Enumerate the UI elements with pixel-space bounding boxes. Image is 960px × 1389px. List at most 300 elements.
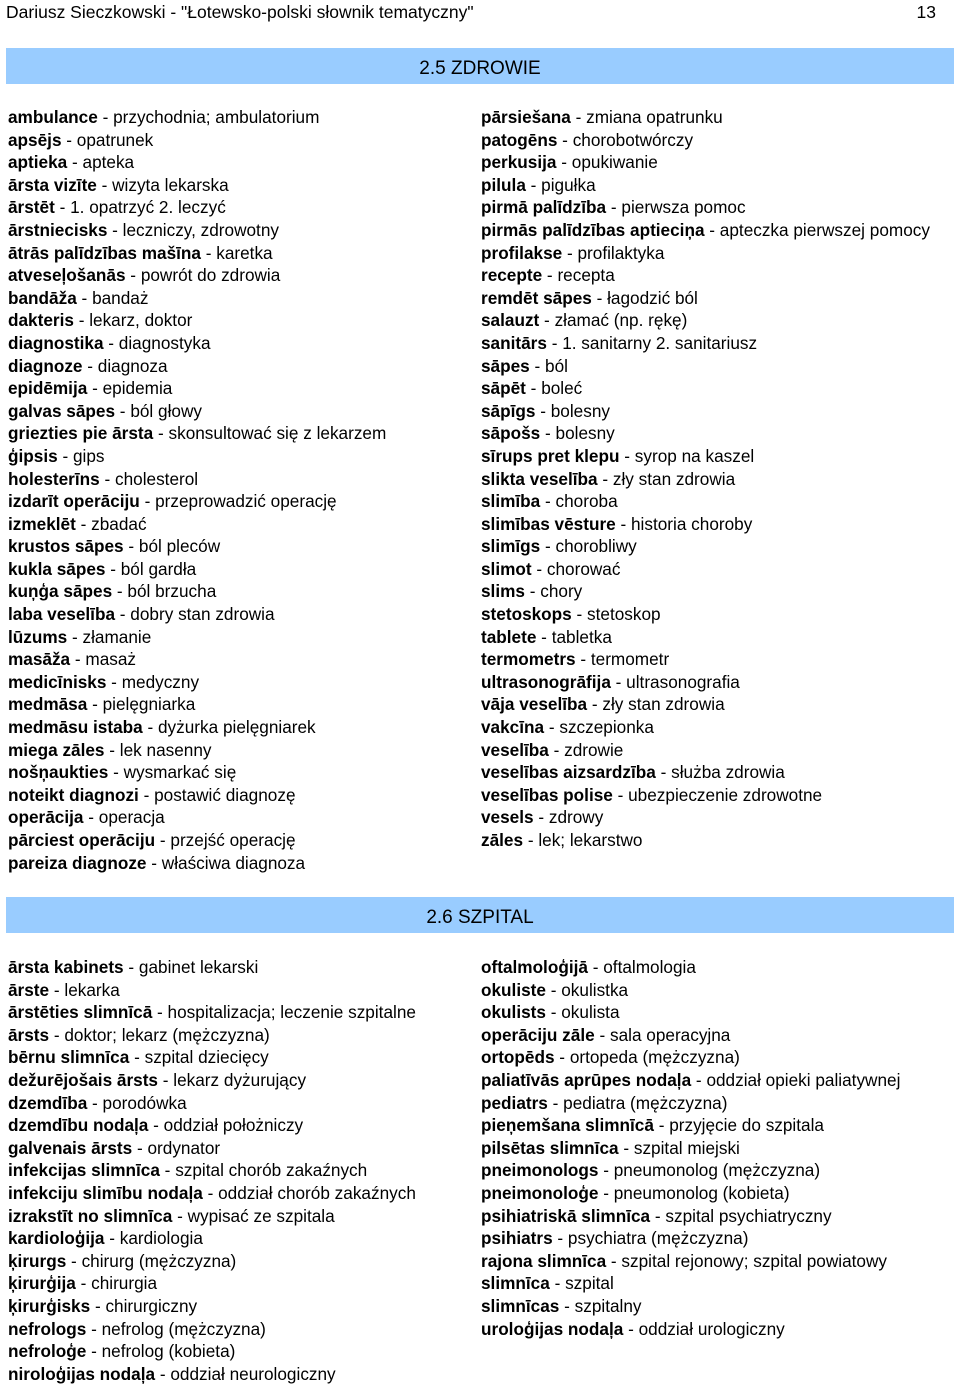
section-heading-zdrowie: 2.5 ZDROWIE <box>6 48 954 84</box>
entry-definition: zdrowy <box>548 807 604 828</box>
entry-definition: opukiwanie <box>571 152 658 173</box>
dictionary-entry: izrakstīt no slimnīca - wypisać ze szpitala <box>8 1205 335 1226</box>
entry-definition: pediatra (mężczyzna) <box>563 1092 728 1113</box>
entry-definition: okulistka <box>561 979 629 1000</box>
dictionary-entry: pneimonoloģe - pneumonolog (kobieta) <box>481 1182 790 1203</box>
entry-definition: operacja <box>98 807 165 828</box>
dictionary-entry: tablete - tabletka <box>481 626 612 647</box>
entry-term: medmāsa <box>8 694 88 715</box>
dictionary-entry: slimības vēsture - historia choroby <box>481 513 753 534</box>
entry-term: uroloģijas nodaļa <box>481 1318 624 1339</box>
dictionary-entry: pieņemšana slimnīcā - przyjęcie do szpitala <box>481 1115 824 1136</box>
dictionary-entry: sanitārs - 1. sanitarny 2. sanitariusz <box>481 332 758 353</box>
entry-term: veselības polise <box>481 784 613 805</box>
entry-definition: epidemia <box>102 378 173 399</box>
dictionary-entry: ārsta kabinets - gabinet lekarski <box>8 957 259 977</box>
entry-term: izmeklēt <box>8 513 76 534</box>
dictionary-entry: ātrās palīdzības mašīna - karetka <box>8 242 273 263</box>
dictionary-entry: ultrasonogrāfija - ultrasonografia <box>481 671 740 692</box>
entry-definition: hospitalizacja; leczenie szpitalne <box>167 1002 416 1023</box>
entry-definition: szpital dziecięcy <box>144 1047 269 1068</box>
entry-term: aptieka <box>8 152 68 173</box>
dictionary-entry: galvenais ārsts - ordynator <box>8 1137 221 1158</box>
entry-term: lūzums <box>8 626 68 647</box>
entry-term: ārsta vizīte <box>8 174 97 195</box>
dictionary-entry: aptieka - apteka <box>8 152 135 173</box>
entry-definition: złamać (np. rękę) <box>554 310 688 331</box>
entry-definition: oddział opieki paliatywnej <box>706 1069 901 1090</box>
entry-term: nošņaukties <box>8 762 109 783</box>
dictionary-entry: miega zāles - lek nasenny <box>8 739 212 760</box>
entry-definition: lekarka <box>64 979 120 1000</box>
entry-term: kardioloģija <box>8 1228 105 1249</box>
entry-definition: okulista <box>561 1002 620 1023</box>
entry-definition: zmiana opatrunku <box>586 107 723 127</box>
entry-term: psihiatriskā slimnīca <box>481 1205 651 1226</box>
dictionary-entry: slimīgs - chorobliwy <box>481 536 637 557</box>
dictionary-entry: pirmā palīdzība - pierwsza pomoc <box>481 197 746 218</box>
dictionary-entry: ārstēties slimnīcā - hospitalizacja; leczenie szpitalne <box>8 1002 416 1023</box>
entry-term: profilakse <box>481 242 563 263</box>
entry-definition: bolesny <box>550 400 610 421</box>
entry-term: psihiatrs <box>481 1228 553 1249</box>
dictionary-entry: niroloģijas nodaļa - oddział neurologiczny <box>8 1363 336 1384</box>
entry-definition: chirurgiczny <box>105 1295 198 1316</box>
entry-definition: ortopeda (mężczyzna) <box>569 1047 740 1068</box>
entry-definition: nefrolog (kobieta) <box>101 1341 236 1362</box>
entry-term: ķirurgs <box>8 1250 67 1271</box>
entry-term: vesels <box>481 807 534 828</box>
page-number: 13 <box>916 2 936 22</box>
entry-definition: ból brzucha <box>127 581 217 602</box>
entry-term: masāža <box>8 649 71 670</box>
entry-term: pārsiešana <box>481 107 571 127</box>
entry-term: ārste <box>8 979 50 1000</box>
entry-definition: ból pleców <box>138 536 221 557</box>
entry-definition: przychodnia; ambulatorium <box>113 107 320 127</box>
dictionary-entry: ārsts - doktor; lekarz (mężczyzna) <box>8 1024 270 1045</box>
dictionary-entry: ķirurgs - chirurg (mężczyzna) <box>8 1250 237 1271</box>
entry-definition: cholesterol <box>114 468 199 489</box>
entry-term: laba veselība <box>8 604 116 625</box>
entry-definition: chory <box>540 581 583 602</box>
dictionary-entry: lūzums - złamanie <box>8 626 152 647</box>
dictionary-entry: dežurējošais ārsts - lekarz dyżurujący <box>8 1069 307 1090</box>
entry-definition: postawić diagnozę <box>154 784 296 805</box>
dictionary-entry: pārciest operāciju - przejść operację <box>8 830 296 850</box>
entry-definition: szpital miejski <box>633 1137 740 1158</box>
dictionary-entry: okulists - okulista <box>481 1002 620 1023</box>
entry-definition: dobry stan zdrowia <box>130 604 275 625</box>
entry-term: sāpošs <box>481 423 541 444</box>
entry-term: infekciju slimību nodaļa <box>8 1182 203 1203</box>
entry-definition: służba zdrowia <box>671 762 785 783</box>
entry-definition: ból głowy <box>130 400 202 421</box>
entry-term: apsējs <box>8 129 62 150</box>
dictionary-entry: slimnīcas - szpitalny <box>481 1295 642 1316</box>
dictionary-entry: paliatīvās aprūpes nodaļa - oddział opieki paliatywnej <box>481 1069 901 1090</box>
entry-definition: medyczny <box>121 671 200 692</box>
dictionary-entry: oftalmoloģijā - oftalmologia <box>481 957 696 977</box>
entry-definition: pigułka <box>541 174 596 195</box>
entry-definition: szpital <box>565 1273 614 1294</box>
entry-definition: bolesny <box>555 423 615 444</box>
dictionary-entry: dzemdība - porodówka <box>8 1092 187 1113</box>
entry-definition: chorować <box>546 558 621 579</box>
dictionary-entry: ārste - lekarka <box>8 979 120 1000</box>
dictionary-entry: pneimonologs - pneumonolog (mężczyzna) <box>481 1160 821 1181</box>
dictionary-entry: izdarīt operāciju - przeprowadzić operację <box>8 491 337 512</box>
entry-term: atveseļošanās <box>8 265 126 286</box>
dictionary-entry: rajona slimnīca - szpital rejonowy; szpital powiatowy <box>481 1250 887 1271</box>
dictionary-entry: pilula - pigułka <box>481 174 596 195</box>
entry-term: krustos sāpes <box>8 536 124 557</box>
entry-definition: kardiologia <box>119 1228 203 1249</box>
dictionary-entry: pārsiešana - zmiana opatrunku <box>481 107 723 127</box>
entry-term: salauzt <box>481 310 540 331</box>
dictionary-entry: veselības polise - ubezpieczenie zdrowotne <box>481 784 823 805</box>
entry-definition: porodówka <box>102 1092 187 1113</box>
dictionary-entry: veselība - zdrowie <box>481 739 624 760</box>
entry-definition: choroba <box>555 491 618 512</box>
entry-definition: łagodzić ból <box>607 287 698 308</box>
entry-definition: szpitalny <box>574 1295 642 1316</box>
entry-term: sāpēt <box>481 378 526 399</box>
entry-term: medmāsu istaba <box>8 717 143 738</box>
dictionary-entry: diagnoze - diagnoza <box>8 355 168 376</box>
dictionary-entry: termometrs - termometr <box>481 649 670 670</box>
entry-definition: opatrunek <box>76 129 154 150</box>
dictionary-entry: salauzt - złamać (np. rękę) <box>481 310 688 331</box>
dictionary-entry: infekciju slimību nodaļa - oddział chorób zakaźnych <box>8 1182 416 1203</box>
dictionary-entry: okuliste - okulistka <box>481 979 629 1000</box>
entry-term: veselība <box>481 739 549 760</box>
entry-definition: przyjęcie do szpitala <box>669 1115 824 1136</box>
entry-definition: ból gardła <box>120 558 197 579</box>
page-header <box>0 0 960 28</box>
dictionary-entry: medmāsu istaba - dyżurka pielęgniarek <box>8 717 316 738</box>
dictionary-entry: slimība - choroba <box>481 491 618 512</box>
dictionary-entry: slikta veselība - zły stan zdrowia <box>481 468 736 489</box>
entry-term: slimnīcas <box>481 1295 560 1316</box>
entry-definition: oddział urologiczny <box>638 1318 785 1339</box>
entry-term: nefroloģe <box>8 1341 87 1362</box>
dictionary-entry: zāles - lek; lekarstwo <box>481 830 643 850</box>
entry-term: miega zāles <box>8 739 105 760</box>
entry-definition: dyżurka pielęgniarek <box>157 717 316 738</box>
dictionary-entry: epidēmija - epidemia <box>8 378 173 399</box>
entry-term: ārstniecisks <box>8 219 108 240</box>
entry-definition: pielęgniarka <box>102 694 196 715</box>
entry-term: ģipsis <box>8 445 58 466</box>
entry-term: izdarīt operāciju <box>8 491 140 512</box>
entry-term: dzemdību nodaļa <box>8 1115 149 1136</box>
entry-definition: recepta <box>557 265 615 286</box>
section-zdrowie-right-column <box>481 106 951 852</box>
dictionary-entry: nefrologs - nefrolog (mężczyzna) <box>8 1318 266 1339</box>
entry-definition: pneumonolog (kobieta) <box>613 1182 790 1203</box>
entry-term: termometrs <box>481 649 576 670</box>
dictionary-entry: psihiatriskā slimnīca - szpital psychiatryczny <box>481 1205 832 1226</box>
dictionary-entry: medicīnisks - medyczny <box>8 671 200 692</box>
entry-definition: powrót do zdrowia <box>140 265 281 286</box>
dictionary-entry: stetoskops - stetoskop <box>481 604 661 625</box>
dictionary-entry: ortopēds - ortopeda (mężczyzna) <box>481 1047 740 1068</box>
entry-definition: sala operacyjna <box>609 1024 731 1045</box>
entry-definition: psychiatra (mężczyzna) <box>567 1228 749 1249</box>
dictionary-entry: laba veselība - dobry stan zdrowia <box>8 604 275 625</box>
entry-definition: wypisać ze szpitala <box>187 1205 335 1226</box>
entry-term: ķirurģisks <box>8 1295 91 1316</box>
entry-definition: ból <box>545 355 568 376</box>
document-title: Dariusz Sieczkowski - "Łotewsko-polski słownik tematyczny" <box>6 2 474 22</box>
entry-definition: 1. opatrzyć 2. leczyć <box>70 197 226 218</box>
entry-definition: chorobliwy <box>555 536 637 557</box>
entry-term: holesterīns <box>8 468 100 489</box>
entry-definition: wizyta lekarska <box>112 174 229 195</box>
entry-term: oftalmoloģijā <box>481 957 588 977</box>
entry-term: infekcijas slimnīca <box>8 1160 160 1181</box>
entry-term: okulists <box>481 1002 546 1023</box>
entry-term: operācija <box>8 807 84 828</box>
entry-term: pneimonologs <box>481 1160 599 1181</box>
entry-term: tablete <box>481 626 537 647</box>
entry-term: pieņemšana slimnīcā <box>481 1115 654 1136</box>
dictionary-entry: kuņģa sāpes - ból brzucha <box>8 581 217 602</box>
dictionary-entry: ķirurģisks - chirurgiczny <box>8 1295 198 1316</box>
entry-term: ortopēds <box>481 1047 555 1068</box>
dictionary-entry: profilakse - profilaktyka <box>481 242 665 263</box>
entry-definition: lek nasenny <box>119 739 212 760</box>
entry-term: ārstēt <box>8 197 55 218</box>
dictionary-entry: sāpes - ból <box>481 355 568 376</box>
entry-definition: diagnoza <box>97 355 168 376</box>
dictionary-entry: vāja veselība - zły stan zdrowia <box>481 694 725 715</box>
entry-definition: termometr <box>590 649 670 670</box>
entry-definition: tabletka <box>551 626 612 647</box>
dictionary-entry: pediatrs - pediatra (mężczyzna) <box>481 1092 728 1113</box>
entry-definition: oftalmologia <box>603 957 696 977</box>
dictionary-entry: sāpēt - boleć <box>481 378 583 399</box>
entry-definition: stetoskop <box>587 604 661 625</box>
dictionary-entry: krustos sāpes - ból pleców <box>8 536 221 557</box>
entry-definition: ordynator <box>147 1137 221 1158</box>
dictionary-entry: kardioloģija - kardiologia <box>8 1228 203 1249</box>
entry-term: noteikt diagnozi <box>8 784 139 805</box>
entry-term: griezties pie ārsta <box>8 423 154 444</box>
entry-term: diagnostika <box>8 332 104 353</box>
entry-term: kuņģa sāpes <box>8 581 113 602</box>
dictionary-entry: patogēns - chorobotwórczy <box>481 129 694 150</box>
entry-term: galvas sāpes <box>8 400 116 421</box>
entry-definition: pierwsza pomoc <box>621 197 746 218</box>
entry-term: pilula <box>481 174 526 195</box>
entry-definition: karetka <box>216 242 273 263</box>
entry-definition: skonsultować się z lekarzem <box>168 423 387 444</box>
entry-term: dzemdība <box>8 1092 88 1113</box>
entry-term: pirmās palīdzības aptieciņa <box>481 219 705 240</box>
entry-term: stetoskops <box>481 604 572 625</box>
dictionary-entry: kukla sāpes - ból gardła <box>8 558 197 579</box>
entry-definition: ultrasonografia <box>626 671 740 692</box>
dictionary-entry: ārstniecisks - leczniczy, zdrowotny <box>8 219 279 240</box>
entry-term: ārstēties slimnīcā <box>8 1002 153 1023</box>
dictionary-entry: griezties pie ārsta - skonsultować się z lekarzem <box>8 423 387 444</box>
entry-definition: zbadać <box>91 513 147 534</box>
entry-definition: nefrolog (mężczyzna) <box>101 1318 266 1339</box>
section-szpital-right-column <box>481 956 951 1340</box>
dictionary-entry: operāciju zāle - sala operacyjna <box>481 1024 731 1045</box>
entry-definition: szpital rejonowy; szpital powiatowy <box>621 1250 887 1271</box>
dictionary-entry: psihiatrs - psychiatra (mężczyzna) <box>481 1228 749 1249</box>
entry-term: slims <box>481 581 525 602</box>
dictionary-entry: slimnīca - szpital <box>481 1273 614 1294</box>
entry-term: zāles <box>481 830 524 850</box>
dictionary-entry: ķirurģija - chirurgia <box>8 1273 158 1294</box>
dictionary-entry: ārsta vizīte - wizyta lekarska <box>8 174 229 195</box>
entry-definition: przeprowadzić operację <box>155 491 337 512</box>
entry-definition: syrop na kaszel <box>634 445 755 466</box>
entry-definition: gabinet lekarski <box>138 957 259 977</box>
entry-term: pilsētas slimnīca <box>481 1137 619 1158</box>
entry-term: bandāža <box>8 287 77 308</box>
dictionary-entry: recepte - recepta <box>481 265 615 286</box>
dictionary-entry: uroloģijas nodaļa - oddział urologiczny <box>481 1318 785 1339</box>
entry-definition: diagnostyka <box>118 332 211 353</box>
entry-term: sīrups pret klepu <box>481 445 620 466</box>
entry-term: ārsta kabinets <box>8 957 124 977</box>
dictionary-entry: pareiza diagnoze - właściwa diagnoza <box>8 852 306 873</box>
entry-term: kukla sāpes <box>8 558 106 579</box>
section-zdrowie-left-column <box>8 106 386 874</box>
dictionary-entry: pirmās palīdzības aptieciņa - apteczka pierwszej pomocy <box>481 219 930 240</box>
entry-term: pediatrs <box>481 1092 548 1113</box>
entry-term: slimīgs <box>481 536 541 557</box>
dictionary-entry: nošņaukties - wysmarkać się <box>8 762 237 783</box>
entry-term: dežurējošais ārsts <box>8 1069 158 1090</box>
dictionary-entry: dakteris - lekarz, doktor <box>8 310 193 331</box>
entry-term: sāpes <box>481 355 530 376</box>
entry-term: galvenais ārsts <box>8 1137 133 1158</box>
entry-term: ārsts <box>8 1024 50 1045</box>
entry-definition: chirurg (mężczyzna) <box>81 1250 237 1271</box>
dictionary-entry: masāža - masaż <box>8 649 137 670</box>
dictionary-entry: perkusija - opukiwanie <box>481 152 658 173</box>
dictionary-entry: galvas sāpes - ból głowy <box>8 400 202 421</box>
entry-term: pareiza diagnoze <box>8 852 147 873</box>
entry-term: sāpīgs <box>481 400 536 421</box>
dictionary-entry: ģipsis - gips <box>8 445 105 466</box>
entry-definition: szpital chorób zakaźnych <box>175 1160 368 1181</box>
entry-definition: zdrowie <box>564 739 624 760</box>
dictionary-entry: sīrups pret klepu - syrop na kaszel <box>481 445 755 466</box>
entry-term: epidēmija <box>8 378 88 399</box>
dictionary-entry: operācija - operacja <box>8 807 165 828</box>
dictionary-entry: atveseļošanās - powrót do zdrowia <box>8 265 281 286</box>
entry-term: slimība <box>481 491 541 512</box>
entry-definition: oddział położniczy <box>163 1115 304 1136</box>
entry-term: dakteris <box>8 310 74 331</box>
entry-definition: historia choroby <box>631 513 753 534</box>
entry-term: slimot <box>481 558 532 579</box>
entry-term: recepte <box>481 265 543 286</box>
entry-definition: zły stan zdrowia <box>612 468 736 489</box>
entry-definition: ubezpieczenie zdrowotne <box>628 784 823 805</box>
entry-definition: wysmarkać się <box>123 762 237 783</box>
entry-term: patogēns <box>481 129 558 150</box>
dictionary-entry: bērnu slimnīca - szpital dziecięcy <box>8 1047 269 1068</box>
entry-definition: złamanie <box>82 626 152 647</box>
entry-term: diagnoze <box>8 355 83 376</box>
dictionary-entry: ambulance - przychodnia; ambulatorium <box>8 107 320 127</box>
entry-term: operāciju zāle <box>481 1024 595 1045</box>
entry-term: ķirurģija <box>8 1273 76 1294</box>
entry-definition: chirurgia <box>91 1273 158 1294</box>
entry-term: ultrasonogrāfija <box>481 671 611 692</box>
dictionary-entry: slimot - chorować <box>481 558 621 579</box>
entry-term: nefrologs <box>8 1318 87 1339</box>
entry-definition: doktor; lekarz (mężczyzna) <box>64 1024 270 1045</box>
dictionary-entry: veselības aizsardzība - służba zdrowia <box>481 762 785 783</box>
dictionary-entry: izmeklēt - zbadać <box>8 513 147 534</box>
entry-term: perkusija <box>481 152 557 173</box>
section-heading-szpital: 2.6 SZPITAL <box>6 897 954 933</box>
dictionary-entry: ārstēt - 1. opatrzyć 2. leczyć <box>8 197 226 218</box>
entry-term: slimības vēsture <box>481 513 616 534</box>
entry-definition: bandaż <box>92 287 149 308</box>
entry-term: pārciest operāciju <box>8 830 156 850</box>
entry-definition: przejść operację <box>170 830 296 850</box>
entry-definition: oddział chorób zakaźnych <box>218 1182 416 1203</box>
entry-definition: apteka <box>82 152 135 173</box>
entry-definition: oddział neurologiczny <box>170 1363 336 1384</box>
entry-term: pirmā palīdzība <box>481 197 607 218</box>
entry-term: remdēt sāpes <box>481 287 592 308</box>
entry-definition: 1. sanitarny 2. sanitariusz <box>562 332 758 353</box>
dictionary-entry: medmāsa - pielęgniarka <box>8 694 196 715</box>
entry-term: paliatīvās aprūpes nodaļa <box>481 1069 692 1090</box>
dictionary-entry: infekcijas slimnīca - szpital chorób zakaźnych <box>8 1160 368 1181</box>
entry-term: ātrās palīdzības mašīna <box>8 242 201 263</box>
entry-term: slimnīca <box>481 1273 550 1294</box>
entry-term: veselības aizsardzība <box>481 762 656 783</box>
dictionary-entry: diagnostika - diagnostyka <box>8 332 211 353</box>
dictionary-entry: remdēt sāpes - łagodzić ból <box>481 287 698 308</box>
entry-definition: gips <box>72 445 105 466</box>
dictionary-entry: pilsētas slimnīca - szpital miejski <box>481 1137 740 1158</box>
dictionary-entry: nefroloģe - nefrolog (kobieta) <box>8 1341 236 1362</box>
dictionary-entry: vakcīna - szczepionka <box>481 717 654 738</box>
entry-definition: boleć <box>541 378 583 399</box>
entry-definition: szpital psychiatryczny <box>665 1205 832 1226</box>
dictionary-entry: slims - chory <box>481 581 583 602</box>
dictionary-entry: dzemdību nodaļa - oddział położniczy <box>8 1115 304 1136</box>
dictionary-entry: vesels - zdrowy <box>481 807 604 828</box>
entry-definition: leczniczy, zdrowotny <box>122 219 279 240</box>
entry-definition: profilaktyka <box>577 242 665 263</box>
entry-definition: zły stan zdrowia <box>602 694 725 715</box>
entry-definition: pneumonolog (mężczyzna) <box>613 1160 821 1181</box>
dictionary-entry: sāpīgs - bolesny <box>481 400 610 421</box>
entry-definition: właściwa diagnoza <box>161 852 306 873</box>
entry-definition: chorobotwórczy <box>572 129 694 150</box>
entry-definition: apteczka pierwszej pomocy <box>719 219 930 240</box>
entry-term: slikta veselība <box>481 468 598 489</box>
entry-term: bērnu slimnīca <box>8 1047 130 1068</box>
dictionary-entry: holesterīns - cholesterol <box>8 468 199 489</box>
dictionary-entry: noteikt diagnozi - postawić diagnozę <box>8 784 296 805</box>
entry-definition: lekarz, doktor <box>89 310 193 331</box>
